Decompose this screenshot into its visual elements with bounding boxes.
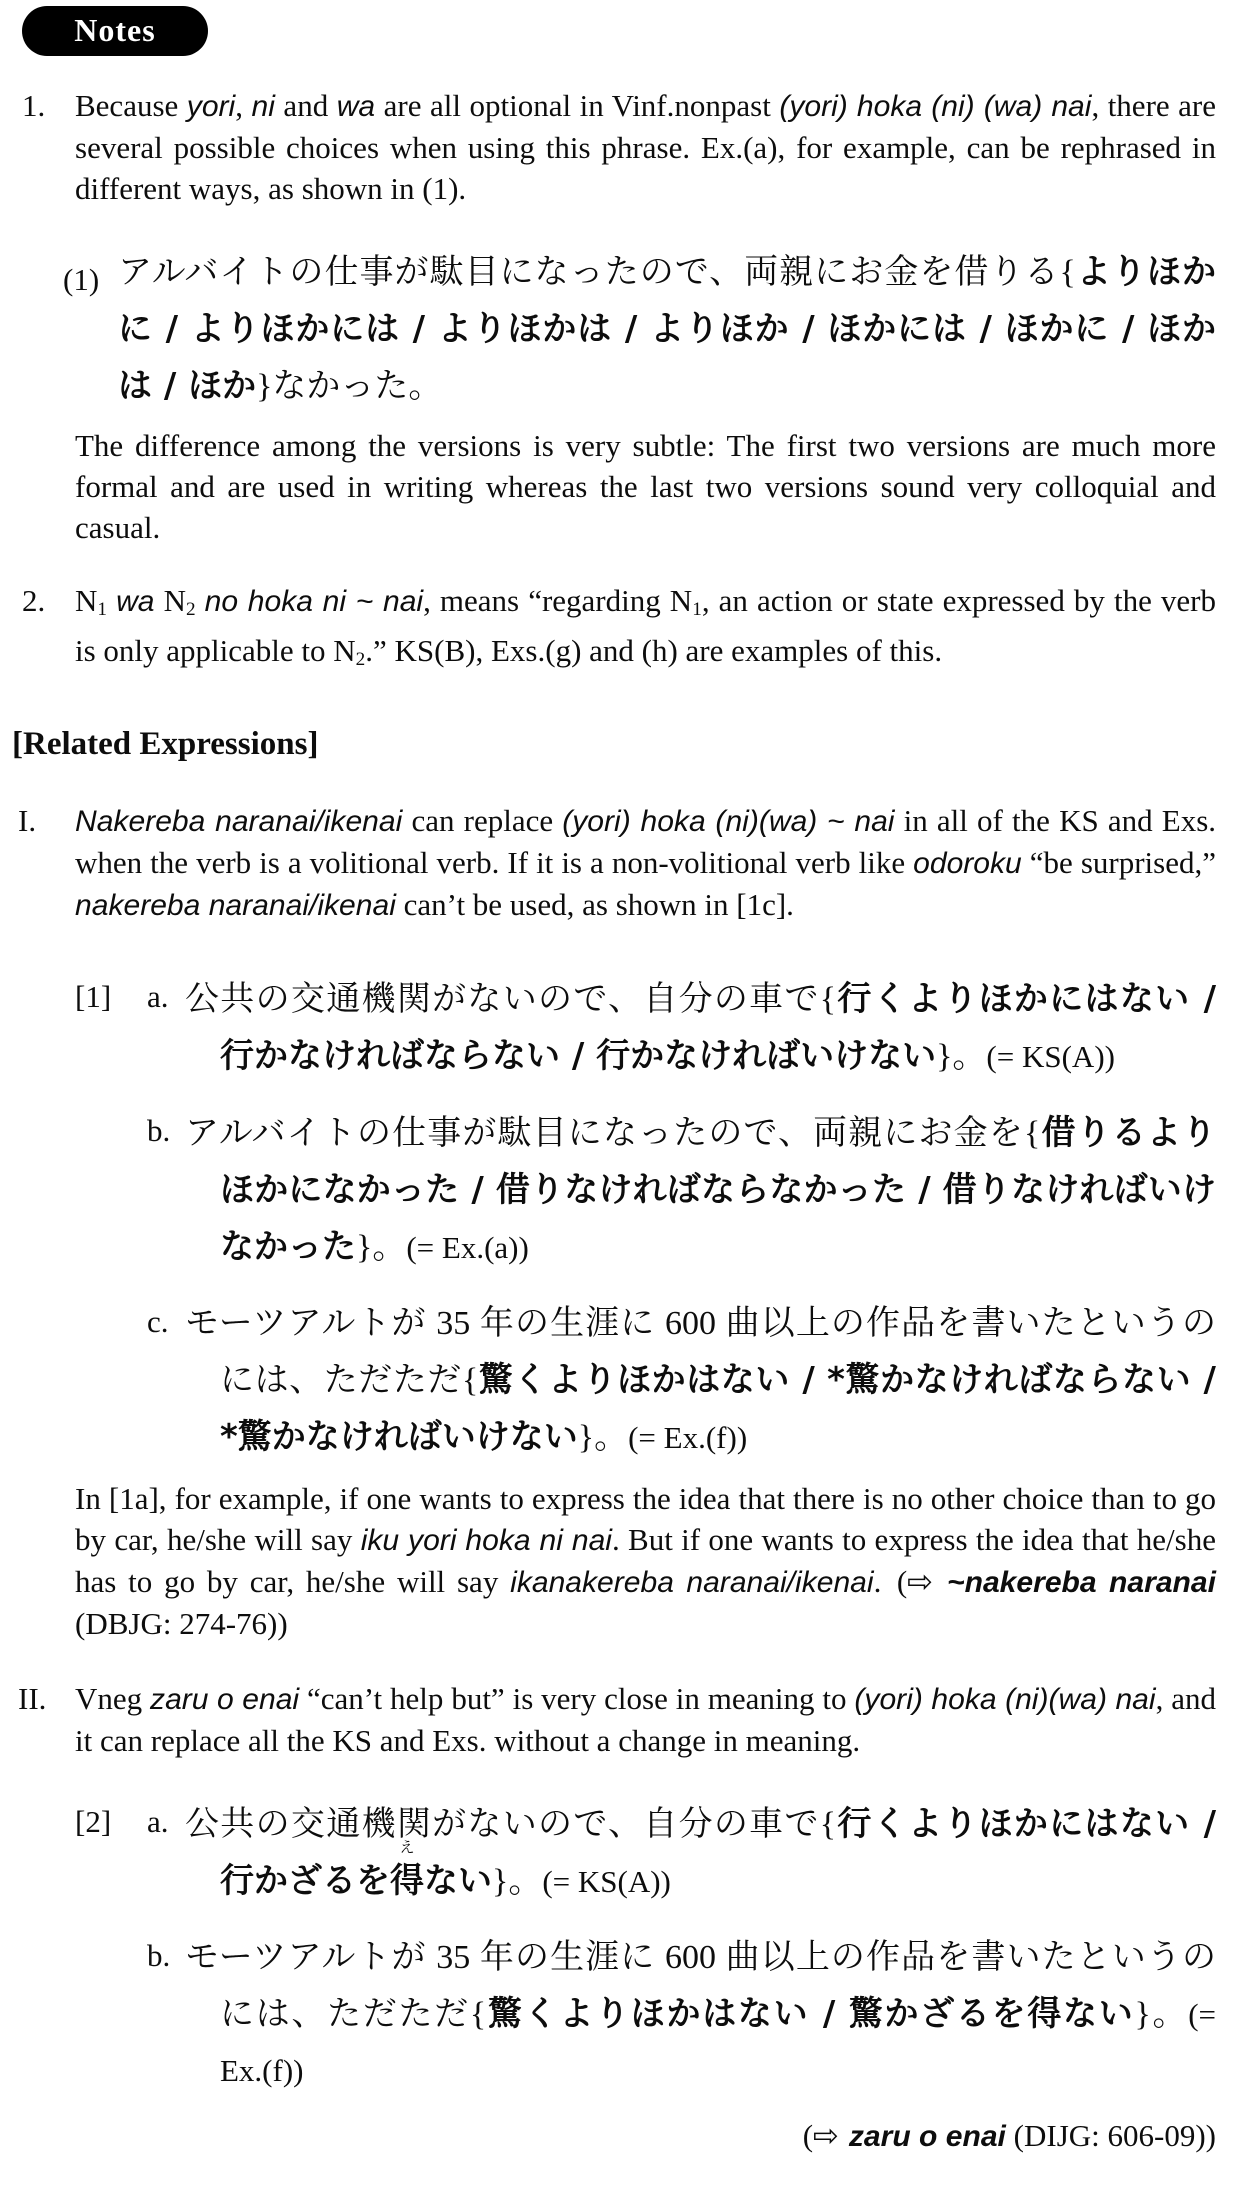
item-body: Vneg zaru o enai “can’t help but” is very close in meaning to (yori) hoka (ni)(wa) nai, and it can replace all the KS and Exs. without a change in meaning. xyxy=(75,1681,1216,1759)
sub-item-text: モーツアルトが 35 年の生涯に 600 曲以上の作品を書いたというのには、ただただ{驚くよりほかはない / 驚かざるを得ない}。(= Ex.(f)) xyxy=(185,1939,1216,2089)
block-marker: [2] xyxy=(75,1804,112,1840)
related-item-I xyxy=(0,800,1216,926)
block-marker: [1] xyxy=(75,979,112,1015)
sub-item-b xyxy=(145,1105,1216,1276)
example-block-1 xyxy=(0,971,1216,1466)
sub-item-label: b. xyxy=(147,1113,171,1149)
sub-item-text: アルバイトの仕事が駄目になったので、両親にお金を{借りるよりほかになかった / 借りなければならなかった / 借りなければいけなかった}。(= Ex.(a)) xyxy=(185,1113,1217,1268)
sub-item-label: a. xyxy=(147,979,169,1015)
example-1 xyxy=(0,244,1216,415)
sub-item-label: b. xyxy=(147,1938,171,1974)
roman-numeral: I. xyxy=(18,803,37,839)
sub-item-b xyxy=(145,1930,1216,2099)
related-expressions-heading: [Related Expressions] xyxy=(12,726,319,763)
sub-item-label: c. xyxy=(147,1304,169,1340)
sub-item-label: a. xyxy=(147,1804,169,1840)
note-item-1 xyxy=(0,85,1216,209)
notes-badge: Notes xyxy=(22,6,208,56)
paragraph-1a-explanation: In [1a], for example, if one wants to express the idea that there is no other choice than to go by car, he/she will say iku yori hoka ni nai. But if one wants to express the idea that he/she has to go by car, he/she will say ikanakereba naranai/ikenai. (⇨ ~nakereba naranai (DBJG: 274-76)) xyxy=(75,1481,1216,1642)
note-number: 2. xyxy=(22,583,46,618)
example-label: (1) xyxy=(63,262,100,297)
sub-item-text: 公共の交通機関がないので、自分の車で{行くよりほかにはない / 行かなければならない / 行かなければいけない}。(= KS(A)) xyxy=(185,979,1217,1077)
sub-item-text: モーツアルトが 35 年の生涯に 600 曲以上の作品を書いたというのには、ただただ{驚くよりほかはない / *驚かなければならない / *驚かなければいけない}。(= Ex.(f)) xyxy=(185,1305,1216,1458)
sub-item-text: 公共の交通機関がないので、自分の車で{行くよりほかにはない / 行かざるを得 え ない}。(= KS(A)) xyxy=(185,1804,1217,1902)
crossref-zaru-o-enai: (⇨ zaru o enai (DIJG: 606-09)) xyxy=(802,2118,1216,2155)
sub-item-c xyxy=(145,1296,1216,1466)
note-body: Because yori, ni and wa are all optional in Vinf.nonpast (yori) hoka (ni) (wa) nai, there are several possible choices when using this phrase. Ex.(a), for example, can be rephrased in different ways, as shown in (1). xyxy=(75,88,1217,206)
related-item-II xyxy=(0,1678,1216,1761)
sub-item-a xyxy=(145,971,1216,1085)
note-item-2 xyxy=(0,580,1216,680)
sub-item-a xyxy=(145,1796,1216,1910)
roman-numeral: II. xyxy=(18,1681,47,1717)
example-block-2 xyxy=(0,1796,1216,2099)
note-body: N1 wa N2 no hoka ni ~ nai, means “regarding N1, an action or state expressed by the verb is only applicable to N2.” KS(B), Exs.(g) and (h) are examples of this. xyxy=(75,583,1216,671)
note-number: 1. xyxy=(22,88,46,123)
paragraph-difference: The difference among the versions is very subtle: The first two versions are much more formal and are used in writing whereas the last two versions sound very colloquial and casual. xyxy=(75,428,1216,545)
example-text: アルバイトの仕事が駄目になったので、両親にお金を借りる{よりほかに / よりほかには / よりほかは / よりほか / ほかには / ほかに / ほかは / ほか}なかった。 xyxy=(118,252,1217,406)
item-body: Nakereba naranai/ikenai can replace (yori) hoka (ni)(wa) ~ nai in all of the KS and Exs. when the verb is a volitional verb. If it is a non-volitional verb like odoroku “be surprised,” nakereba naranai/ikenai can’t be used, as shown in [1c]. xyxy=(75,803,1217,923)
